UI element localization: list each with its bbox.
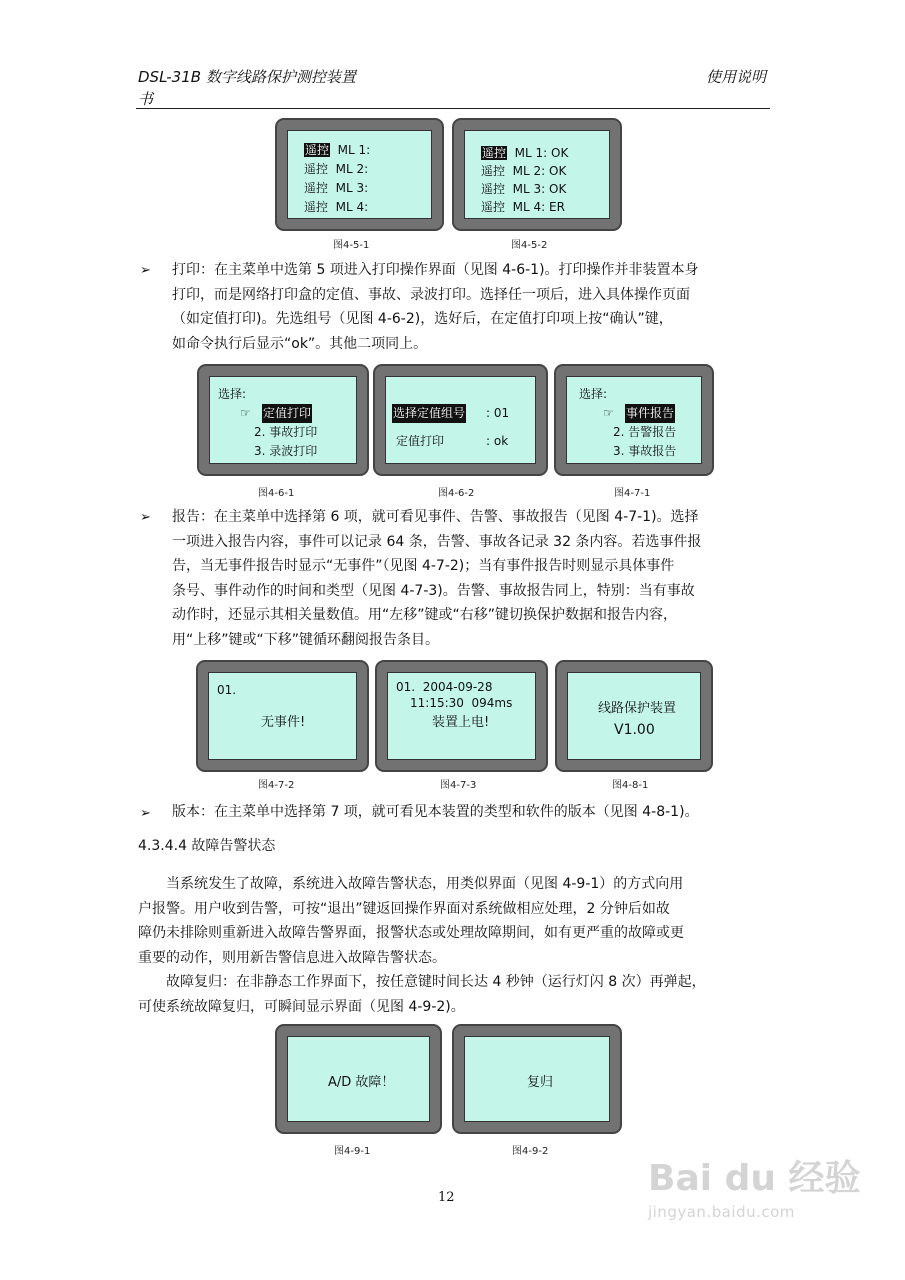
select-group-label: 选择定值组号 xyxy=(392,404,466,423)
ml-4-value: ML 4: ER xyxy=(512,200,565,214)
menu-item-fault-print: 2. 事故打印 xyxy=(254,425,318,439)
lcd-display xyxy=(567,672,701,760)
event-time: 11:15:30 094ms xyxy=(410,696,513,710)
caption-4-7-3: 图4-7-3 xyxy=(440,780,477,791)
bullet-arrow: ➢ xyxy=(140,510,151,525)
version-paragraph: 版本：在主菜单中选择第 7 项，就可看见本装置的类型和软件的版本（见图 4-8-1)。 xyxy=(172,804,699,820)
lcd-display xyxy=(209,376,357,464)
section-heading: 4.3.4.4 故障告警状态 xyxy=(138,838,276,854)
screen-4-7-2 xyxy=(196,660,369,772)
lcd-display xyxy=(287,1036,430,1122)
menu-title: 选择: xyxy=(579,387,608,401)
remote-ctrl-label: 遥控 xyxy=(304,200,329,214)
bullet-arrow: ➢ xyxy=(140,806,151,821)
screen-4-7-3 xyxy=(375,660,548,772)
lcd-display xyxy=(566,376,702,464)
setting-print-label: 定值打印 xyxy=(396,434,445,448)
menu-item-alarm-report: 2. 告警报告 xyxy=(613,425,677,439)
page-number: 12 xyxy=(438,1190,455,1205)
ad-fault-message: A/D 故障！ xyxy=(328,1075,395,1090)
caption-4-6-2: 图4-6-2 xyxy=(438,488,475,499)
no-event-message: 无事件! xyxy=(261,715,306,730)
screen-4-6-1 xyxy=(197,364,369,476)
lcd-display xyxy=(287,130,432,219)
device-name: 线路保护装置 xyxy=(598,701,677,716)
menu-item-event-report: 事件报告 xyxy=(625,404,675,423)
menu-item-setting-print: 定值打印 xyxy=(262,404,312,423)
hand-pointer-icon: ☞ xyxy=(240,406,251,420)
watermark-brand: Bai du 经验 xyxy=(648,1158,861,1199)
lcd-display xyxy=(464,1036,610,1122)
ml-3-value: ML 3: xyxy=(335,181,369,195)
remote-ctrl-label: 遥控 xyxy=(305,143,330,157)
screen-4-8-1 xyxy=(555,660,713,772)
report-paragraph: 报告：在主菜单中选择第 6 项，就可看见事件、告警、事故报告（见图 4-7-1)。选择 一项进入报告内容，事件可以记录 64 条，告警、事故各记录 32 条内容。若选事件报 告，当无事件报告时显示“无事件”（见图 4-7-2)；当有事件报告时则显示具体事件 条号、事件动作的时间和类型（见图 4-7-3)。告警、事故报告同上，特别：当有事故 动作时，还显示其相关量数值。用“左移”键或“右移”键切换保护数据和报告内容， 用“上移”键或“下移”键循环翻阅报告条目。 xyxy=(172,509,702,648)
caption-4-9-2: 图4-9-2 xyxy=(512,1146,549,1157)
caption-4-7-2: 图4-7-2 xyxy=(258,780,295,791)
remote-ctrl-label: 遥控 xyxy=(481,164,506,178)
ml-1-value: ML 1: OK xyxy=(514,146,569,160)
setting-print-value: : ok xyxy=(486,434,509,448)
lcd-display xyxy=(208,672,357,760)
caption-4-9-1: 图4-9-1 xyxy=(334,1146,371,1157)
watermark xyxy=(648,1150,861,1221)
caption-4-5-1: 图4-5-1 xyxy=(333,240,370,251)
screen-4-5-2 xyxy=(452,118,622,231)
menu-item-fault-report: 3. 事故报告 xyxy=(613,444,677,458)
screen-4-5-1 xyxy=(275,118,444,231)
reset-message: 复归 xyxy=(527,1075,554,1090)
event-message: 装置上电! xyxy=(432,715,490,730)
ml-2-value: ML 2: OK xyxy=(512,164,567,178)
screen-4-9-1 xyxy=(275,1024,442,1134)
software-version: V1.00 xyxy=(614,722,655,738)
remote-ctrl-label: 遥控 xyxy=(304,181,329,195)
menu-item-wave-print: 3. 录波打印 xyxy=(254,444,318,458)
lcd-display xyxy=(464,130,610,219)
header-title: DSL-31B 数字线路保护测控装置 书 xyxy=(138,68,356,108)
remote-ctrl-label: 遥控 xyxy=(482,146,507,160)
remote-ctrl-label: 遥控 xyxy=(481,200,506,214)
lcd-display xyxy=(385,376,536,464)
ml-3-value: ML 3: OK xyxy=(512,182,567,196)
event-date: 01. 2004-09-28 xyxy=(396,680,493,694)
group-value: : 01 xyxy=(486,406,510,420)
caption-4-5-2: 图4-5-2 xyxy=(511,240,548,251)
watermark-url: jingyan.baidu.com xyxy=(648,1203,795,1221)
fault-paragraph: 当系统发生了故障，系统进入故障告警状态，用类似界面（见图 4-9-1）的方式向用 户报警。用户收到告警，可按“退出”键返回操作界面对系统做相应处理，2 分钟后如故 障仍未排除则重新进入故障告警界面，报警状态或处理故障期间，如有更严重的故障或更 重要的动作，则用新告警信息进入故障告警状态。 xyxy=(138,876,684,966)
caption-4-7-1: 图4-7-1 xyxy=(614,488,651,499)
lcd-display xyxy=(387,672,536,760)
hand-pointer-icon: ☞ xyxy=(603,406,614,420)
screen-4-7-1 xyxy=(554,364,714,476)
screen-4-6-2 xyxy=(373,364,548,476)
remote-ctrl-label: 遥控 xyxy=(304,162,329,176)
ml-4-value: ML 4: xyxy=(335,200,369,214)
bullet-arrow: ➢ xyxy=(140,263,151,278)
print-paragraph: 打印：在主菜单中选第 5 项进入打印操作界面（见图 4-6-1)。打印操作并非装置本身 打印，而是网络打印盒的定值、事故、录波打印。选择任一项后，进入具体操作页面 （如定值打印)。先选组号（见图 4-6-2)，选好后，在定值打印项上按“确认”键， 如命令执行后显示“ok”。其他二项同上。 xyxy=(172,262,699,352)
event-number: 01. xyxy=(217,683,237,697)
remote-ctrl-label: 遥控 xyxy=(481,182,506,196)
caption-4-6-1: 图4-6-1 xyxy=(258,488,295,499)
menu-title: 选择: xyxy=(218,387,247,401)
header-right: 使用说明 xyxy=(706,68,767,86)
ml-1-value: ML 1: xyxy=(337,143,371,157)
caption-4-8-1: 图4-8-1 xyxy=(612,780,649,791)
screen-4-9-2 xyxy=(452,1024,622,1134)
reset-paragraph: 故障复归：在非静态工作界面下，按任意键时间长达 4 秒钟（运行灯闪 8 次）再弹起， 可使系统故障复归，可瞬间显示界面（见图 4-9-2)。 xyxy=(138,974,706,1015)
header-divider xyxy=(136,108,770,109)
ml-2-value: ML 2: xyxy=(335,162,369,176)
